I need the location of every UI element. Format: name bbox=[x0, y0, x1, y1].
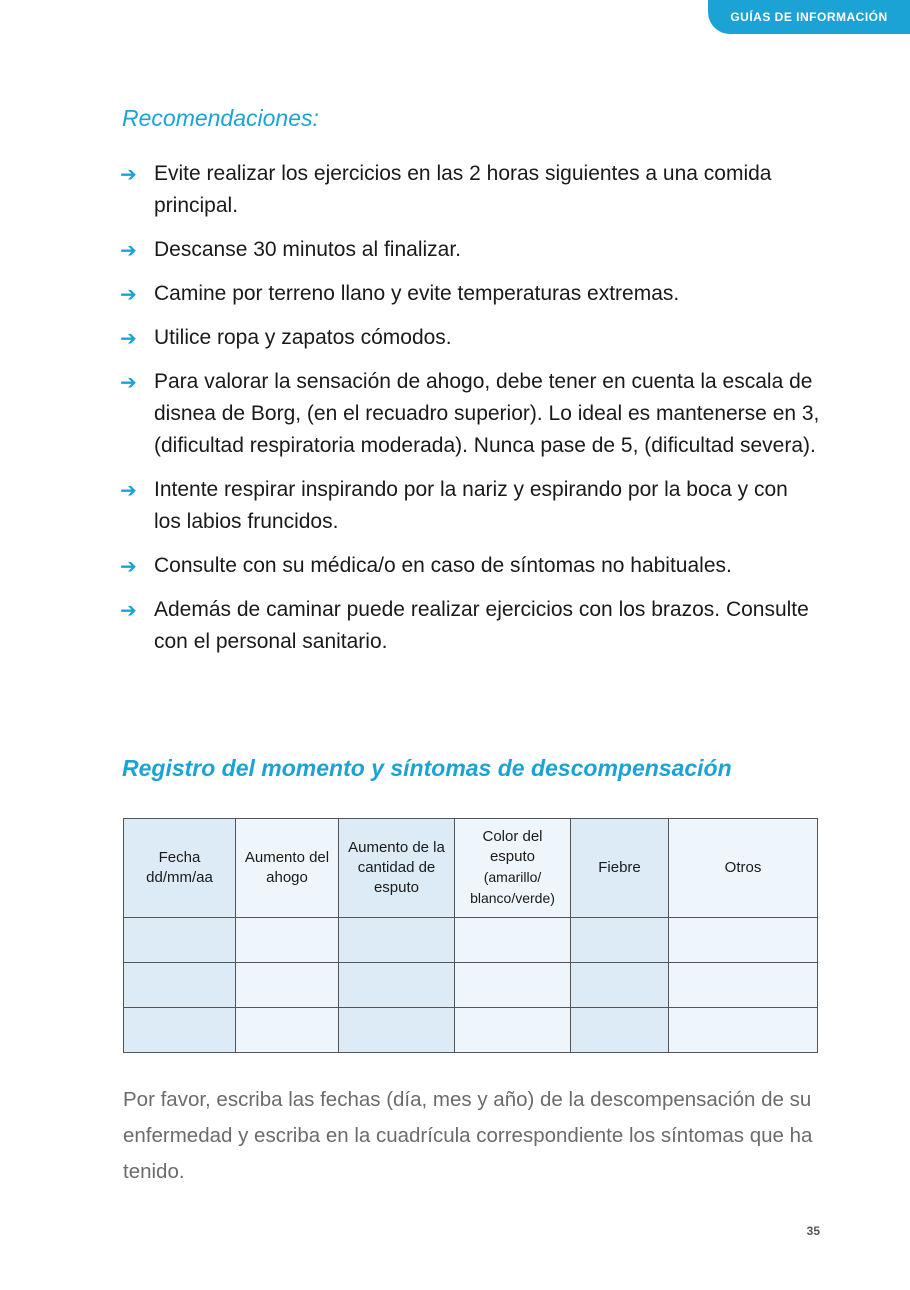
list-item-text: Utilice ropa y zapatos cómodos. bbox=[154, 326, 452, 349]
col-header-color-esputo-label: Color del esputo bbox=[482, 828, 543, 865]
table-row bbox=[124, 963, 818, 1008]
list-item-text: Consulte con su médica/o en caso de síntomas no habituales. bbox=[154, 554, 732, 577]
arrow-right-icon: ➔ bbox=[120, 326, 137, 350]
arrow-right-icon: ➔ bbox=[120, 370, 137, 394]
section-tab bbox=[708, 0, 910, 34]
list-item-text: Camine por terreno llano y evite temperaturas extremas. bbox=[154, 282, 680, 305]
section-tab-label: GUÍAS DE INFORMACIÓN bbox=[730, 10, 888, 24]
table-header-row bbox=[124, 819, 818, 918]
arrow-right-icon: ➔ bbox=[120, 598, 137, 622]
recommendations-list bbox=[120, 158, 820, 670]
list-item bbox=[120, 366, 820, 462]
col-header-otros: Otros bbox=[669, 819, 818, 918]
list-item-text: Evite realizar los ejercicios en las 2 horas siguientes a una comida principal. bbox=[154, 162, 772, 217]
recommendations-heading: Recomendaciones: bbox=[122, 105, 319, 131]
col-header-fiebre: Fiebre bbox=[571, 819, 669, 918]
col-header-color-esputo-options: (amarillo/ blanco/verde) bbox=[470, 869, 555, 906]
table-cell[interactable] bbox=[571, 918, 669, 963]
table-cell[interactable] bbox=[455, 963, 571, 1008]
col-header-fecha: Fecha dd/mm/aa bbox=[124, 819, 236, 918]
arrow-right-icon: ➔ bbox=[120, 478, 137, 502]
table-cell[interactable] bbox=[339, 918, 455, 963]
list-item bbox=[120, 322, 820, 354]
list-item bbox=[120, 594, 820, 658]
instructions-note: Por favor, escriba las fechas (día, mes y año) de la descompensación de su enfermedad y escriba en la cuadrícula correspondiente los síntomas que ha tenido. bbox=[123, 1088, 813, 1183]
table-cell[interactable] bbox=[339, 963, 455, 1008]
arrow-right-icon: ➔ bbox=[120, 238, 137, 262]
symptom-record-table bbox=[123, 818, 818, 1053]
table-cell[interactable] bbox=[236, 963, 339, 1008]
page-number: 35 bbox=[806, 1224, 820, 1238]
list-item bbox=[120, 550, 820, 582]
list-item bbox=[120, 278, 820, 310]
table-cell[interactable] bbox=[236, 918, 339, 963]
arrow-right-icon: ➔ bbox=[120, 282, 137, 306]
list-item bbox=[120, 234, 820, 266]
table-cell[interactable] bbox=[669, 1008, 818, 1053]
arrow-right-icon: ➔ bbox=[120, 162, 137, 186]
list-item bbox=[120, 158, 820, 222]
table-cell[interactable] bbox=[124, 918, 236, 963]
table-cell[interactable] bbox=[669, 963, 818, 1008]
list-item-text: Además de caminar puede realizar ejercicios con los brazos. Consulte con el personal sanitario. bbox=[154, 598, 809, 653]
table-cell[interactable] bbox=[455, 1008, 571, 1053]
table-cell[interactable] bbox=[124, 963, 236, 1008]
col-header-aumento-ahogo: Aumento del ahogo bbox=[236, 819, 339, 918]
col-header-color-esputo bbox=[455, 819, 571, 918]
table-cell[interactable] bbox=[339, 1008, 455, 1053]
registro-heading: Registro del momento y síntomas de descompensación bbox=[122, 755, 732, 781]
table-cell[interactable] bbox=[455, 918, 571, 963]
table-cell[interactable] bbox=[571, 1008, 669, 1053]
arrow-right-icon: ➔ bbox=[120, 554, 137, 578]
table-cell[interactable] bbox=[571, 963, 669, 1008]
list-item bbox=[120, 474, 820, 538]
list-item-text: Descanse 30 minutos al finalizar. bbox=[154, 238, 461, 261]
col-header-aumento-esputo: Aumento de la cantidad de esputo bbox=[339, 819, 455, 918]
table-cell[interactable] bbox=[669, 918, 818, 963]
table-row bbox=[124, 1008, 818, 1053]
table-cell[interactable] bbox=[124, 1008, 236, 1053]
table-cell[interactable] bbox=[236, 1008, 339, 1053]
list-item-text: Para valorar la sensación de ahogo, debe tener en cuenta la escala de disnea de Borg, (en el recuadro superior). Lo ideal es mantenerse en 3, (dificultad respiratoria moderada). Nunca pase de 5, (dificultad severa). bbox=[154, 370, 820, 457]
table-row bbox=[124, 918, 818, 963]
list-item-text: Intente respirar inspirando por la nariz y espirando por la boca y con los labios fruncidos. bbox=[154, 478, 788, 533]
